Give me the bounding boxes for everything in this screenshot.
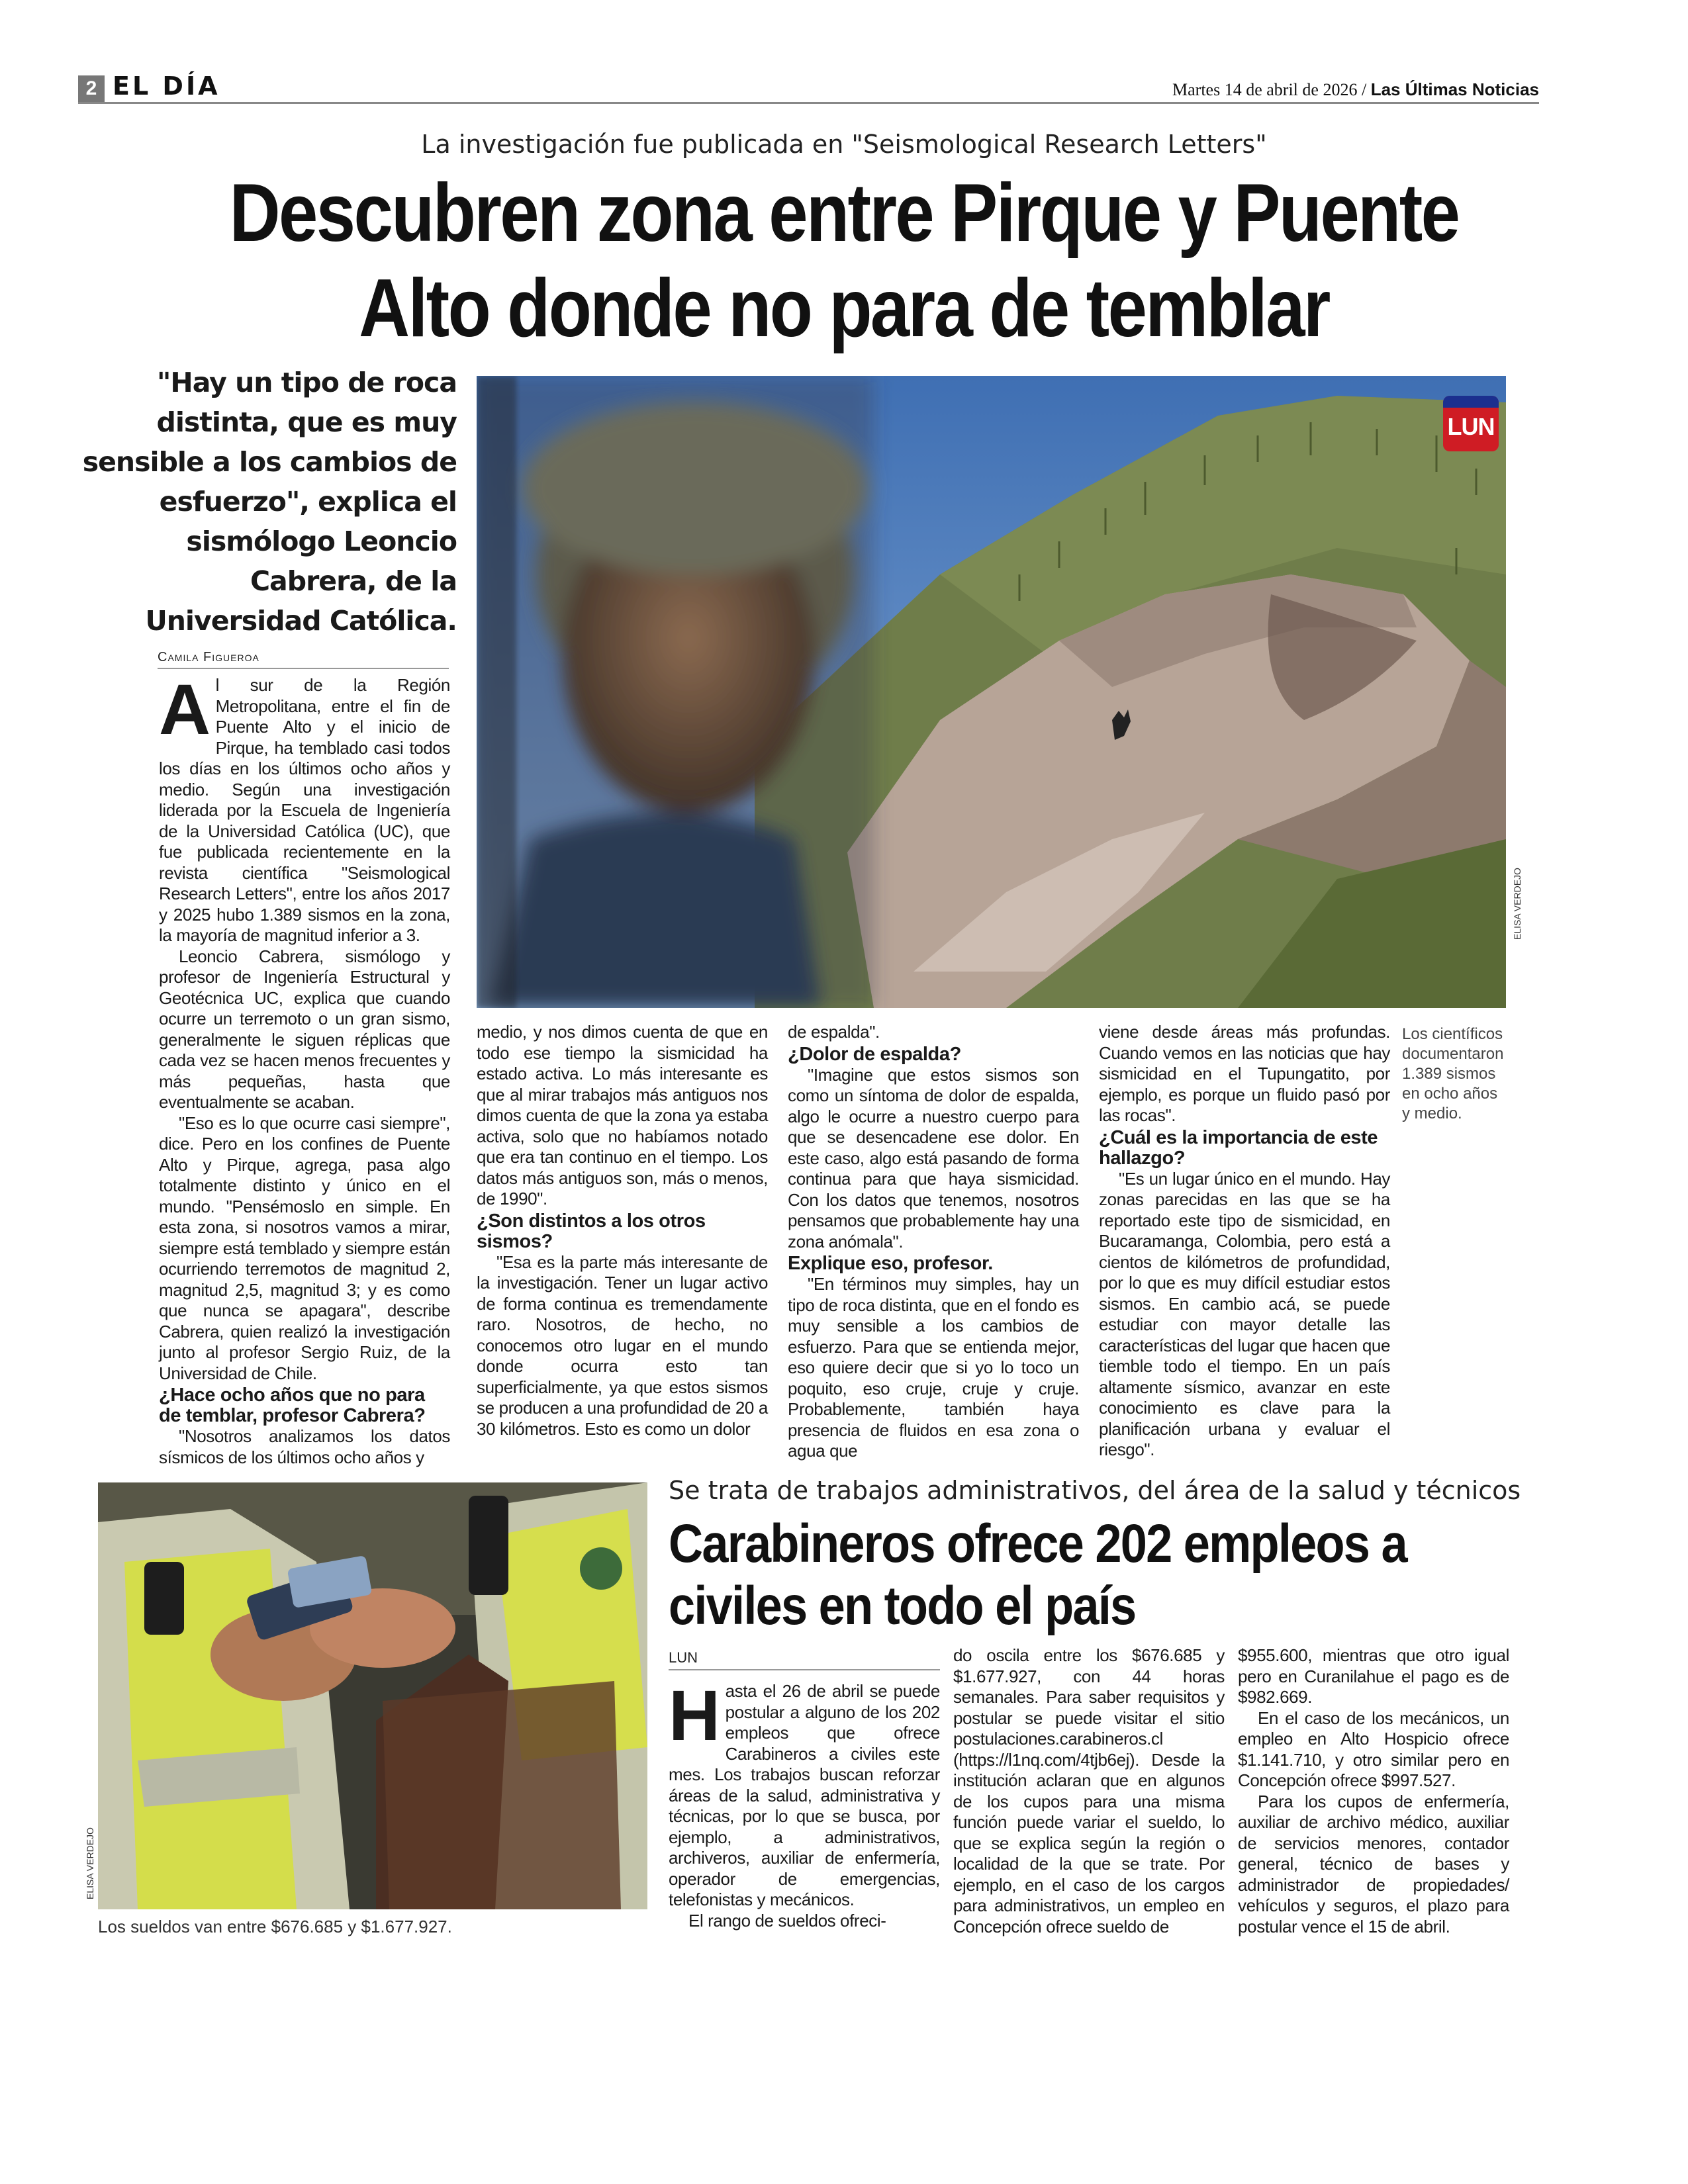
second-column-2 [953,1645,1225,1937]
carabineros-photo-caption: Los sueldos van entre $676.685 y $1.677.927. [98,1917,452,1936]
carabineros-photo-credit: ELISA VERDEJO [85,1827,95,1899]
issue-date: Martes 14 de abril de 2026 [1172,80,1358,99]
main-deck: "Hay un tipo de roca distinta, que es muy sensible a los cambios de esfuerzo", explica el sismólogo Leoncio Cabrera, de la Universidad Católica. [82,367,457,637]
second-col3-para2: En el caso de los mecánicos, un empleo en Alto Hospicio ofrece $1.141.710, y otro similar pero en Concepción ofrece $997.527. [1238,1707,1509,1790]
main-col2-para2: "Esa es la parte más interesante de la investigación. Tener un lugar activo de forma continua es tremendamente raro. Nosotros, de hecho, no conocemos otro lugar en el mundo donde ocurra esto tan superficialmente, ya que estos sismos se producen a una profundidad de 20 a 30 kilómetros. Esto es como un dolor [477,1251,768,1439]
main-column-1 [159,669,450,1468]
main-col1-para3: "Eso es lo que ocurre casi siempre", dice. Pero en los confines de Puente Alto y Pirque, agrega, pasa algo totalmente distinto y único en el mundo. "Pensémoslo en simple. En esta zona, si nosotros vamos a mirar, siempre está temblado y siempre están ocurriendo terremotos de magnitud 2, magnitud 2,5, magnitud 3; y es como que nunca se apagara", describe Cabrera, quien realizó la investigación junto al profesor Sergio Ruiz, de la Universidad de Chile. [159,1113,450,1383]
main-column-2 [477,1022,768,1439]
main-photo-rock-hillside [477,376,1506,1008]
second-col1-para1: Hasta el 26 de abril se puede postular a alguno de los 202 empleos que ofrece Carabineros a civiles este mes. Los trabajos buscan reforzar áreas de la salud, administrativa y técnicas, por lo que se busca, por ejemplo, a administrativos, archiveros, auxiliar de enfermería, operador de emergencias, telefonistas y mecánicos. [669,1675,940,1909]
second-col3-para3: Para los cupos de enfermería, auxiliar de archivo médico, auxiliar de servicios menores, contador general, técnico de bases y administrador de propiedades/ vehículos y seguros, el plazo para postular vence el 15 de abril. [1238,1791,1509,1936]
main-col1-question: ¿Hace ocho años que no para de temblar, profesor Cabrera? [159,1385,426,1426]
carabineros-photo [98,1482,647,1909]
main-photo-credit: ELISA VERDEJO [1512,868,1523,940]
main-headline: Descubren zona entre Pirque y Puente Alto donde no para de temblar [229,167,1459,354]
second-col3-para1: $955.600, mientras que otro igual pero en Curanilahue el pago es de $982.669. [1238,1645,1509,1707]
main-byline: Camila Figueroa [158,650,449,669]
dateline [1172,79,1539,100]
lun-logo-icon [1443,396,1499,451]
main-col2-question: ¿Son distintos a los otros sismos? [477,1210,706,1252]
header-rule [78,102,1539,104]
publication-name: Las Últimas Noticias [1370,79,1539,99]
main-col1-para4: "Nosotros analizamos los datos sísmicos de los últimos ocho años y [159,1426,450,1467]
main-column-3 [788,1022,1079,1462]
second-headline: Carabineros ofrece 202 empleos a civiles en todo el país [669,1514,1407,1636]
second-col1-para2: El rango de sueldos ofreci- [688,1910,886,1931]
second-kicker: Se trata de trabajos administrativos, del área de la salud y técnicos [669,1476,1521,1505]
lun-logo-text: LUN [1447,413,1495,440]
main-col2-para1: medio, y nos dimos cuenta de que en todo ese tiempo la sismicidad ha estado activa. Lo más interesante es que al mirar trabajos más antiguos nos dimos cuenta de que la zona ya estaba activa, solo que no habíamos notado que era tan continuo en el tiempo. Los datos más antiguos son, más o menos, de 1990". [477,1022,768,1208]
main-kicker: La investigación fue publicada en "Seismological Research Letters" [421,130,1267,159]
main-col4-para1: viene desde áreas más profundas. Cuando vemos en las noticias que hay sismicidad en el Tupungatito, por ejemplo, es porque un fluido pasó por las rocas". [1099,1022,1390,1125]
main-col1-para2: Leoncio Cabrera, sismólogo y profesor de Ingeniería Estructural y Geotécnica UC, explica que cuando ocurre un terremoto o un gran sismo, generalmente le siguen réplicas que cada vez se hacen menos frecuentes y más pequeñas, hasta que eventualmente se acaban. [159,946,450,1112]
main-col3-question-2: Explique eso, profesor. [788,1253,993,1274]
drop-cap-second: H [669,1675,720,1755]
drop-cap: A [159,669,211,749]
page-number: 2 [78,75,105,102]
second-byline: LUN [669,1649,940,1670]
second-col2-para1: do oscila entre los $676.685 y $1.677.927, con 44 horas semanales. Para saber requisitos y postular se puede visitar el sitio postulaciones.carabineros.cl (https://l1nq.com/4tjb6ej). Desde la institución aclaran que en algunos de los cupos para una misma función puede variar el sueldo, lo que se explica según la región o localidad de la que se trate. Por ejemplo, en el caso de los cargos para administrativos, un empleo en Concepción ofrece sueldo de [953,1645,1225,1936]
dateline-separator: / [1361,80,1367,99]
main-col3-para2: "Imagine que estos sismos son como un síntoma de dolor de espalda, algo le ocurre a nuestro cuerpo para que se desencadene ese dolor. En este caso, algo está pasando de forma continua para que haya sismicidad. Con los datos que tenemos, nosotros pensamos que probablemente hay una zona anómala". [788,1064,1079,1251]
main-col4-para2: "Es un lugar único en el mundo. Hay zonas parecidas en las que se ha reportado este tipo de sismicidad, en Bucaramanga, Colombia, pero está a cientos de kilómetros de profundidad, por lo que es muy difícil estudiar estos sismos. En cambio acá, se puede estudiar con mayor detalle las características del lugar que hacen que tiemble todo el tiempo. En un país altamente sísmico, avanzar en este conocimiento es clave para la planificación urbana y evaluar el riesgo". [1099,1168,1390,1459]
second-column-3 [1238,1645,1509,1937]
section-label: EL DÍA [113,71,220,101]
main-col3-para3: "En términos muy simples, hay un tipo de roca distinta, que en el fondo es muy sensible a los cambios de esfuerzo. Para que se entienda mejor, eso quiere decir que si yo lo toco un poquito, eso cruje, cruje y cruje. Probablemente, también haya presencia de fluidos en esa zona o agua que [788,1274,1079,1461]
main-col3-question-1: ¿Dolor de espalda? [788,1043,961,1065]
main-col1-para1: Al sur de la Región Metropolitana, entre el fin de Puente Alto y el inicio de Pirque, ha temblado casi todos los días en los últimos ocho años y medio. Según una investigación liderada por la Escuela de Ingeniería de la Universidad Católica (UC), que fue publicada recientemente en la revista científica "Seismological Research Letters", entre los años 2017 y 2025 hubo 1.389 sismos en la zona, la mayoría de magnitud inferior a 3. [159,669,450,945]
main-col4-question: ¿Cuál es la importancia de este hallazgo? [1099,1126,1378,1169]
main-col3-para1: de espalda". [788,1022,880,1042]
carabineros-illustration [98,1482,647,1909]
main-photo-caption: Los científicos documentaron 1.389 sismos en ocho años y medio. [1402,1025,1504,1122]
rock-landscape-illustration [477,376,1506,1008]
main-column-4 [1099,1022,1390,1461]
second-column-1 [669,1675,940,1931]
